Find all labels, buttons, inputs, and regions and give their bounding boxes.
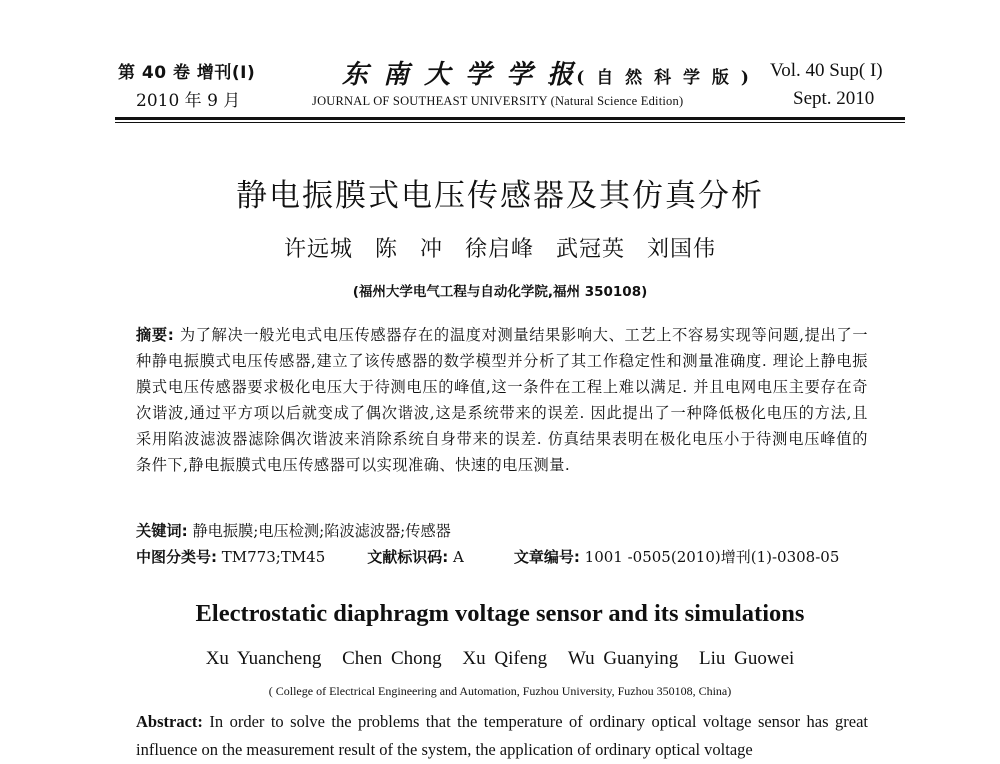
abstract-cn-label: 摘要:	[136, 326, 175, 344]
author-en: Chen Chong	[342, 648, 442, 669]
clc-label: 中图分类号:	[136, 548, 217, 566]
affiliation-en: ( College of Electrical Engineering and Automation, Fuzhou University, Fuzhou 350108, China)	[268, 684, 732, 698]
affiliation-cn: (福州大学电气工程与自动化学院,福州 350108)	[352, 284, 648, 300]
header-rule-thick	[115, 117, 905, 120]
journal-edition-cn: ( 自 然 科 学 版 )	[576, 68, 752, 88]
abstract-en-text: In order to solve the problems that the temperature of ordinary optical voltage sensor has great influence on the measurement result of the system, the application of ordinary optical voltage	[136, 712, 868, 759]
authors-cn: 许远城 陈 冲 徐启峰 武冠英 刘国伟	[284, 237, 716, 262]
abstract-cn-text: 为了解决一般光电式电压传感器存在的温度对测量结果影响大、工艺上不容易实现等问题,提出了一种静电振膜式电压传感器,建立了该传感器的数学模型并分析了其工作稳定性和测量准确度. 理论上静电振膜式电压传感器要求极化电压大于待测电压的峰值,这一条件在工程上难以满足. 并且电网电压主要存在奇次谐波,通过平方项以后就变成了偶次谐波,这是系统带来的误差. 因此提出了一种降低极化电压的方法,且采用陷波滤波器滤除偶次谐波来消除系统自身带来的误差. 仿真结果表明在极化电压小于待测电压峰值的条件下,静电振膜式电压传感器可以实现准确、快速的电压测量.	[136, 326, 869, 474]
authors-en	[0, 648, 1000, 670]
author-en: Xu Qifeng	[462, 648, 548, 669]
publication-date-en: Sept. 2010	[793, 88, 875, 109]
abstract-en-label: Abstract:	[136, 712, 203, 731]
paper-title-cn: 静电振膜式电压传感器及其仿真分析	[236, 178, 764, 214]
volume-issue: 第 40 卷 增刊(I)	[118, 63, 256, 83]
author-en: Wu Guanying	[567, 648, 679, 669]
keywords-cn-text: 静电振膜;电压检测;陷波滤波器;传感器	[187, 522, 451, 540]
journal-name-cn: 东 南 大 学 学 报	[342, 60, 577, 90]
classification-line	[136, 546, 839, 567]
doc-code-label: 文献标识码:	[367, 548, 449, 566]
header-rule-thin	[115, 122, 905, 123]
abstract-cn	[136, 322, 868, 478]
journal-title-cn	[342, 54, 752, 91]
paper-title-en: Electrostatic diaphragm voltage sensor and its simulations	[195, 600, 805, 627]
abstract-en	[136, 708, 868, 764]
author-en: Liu Guowei	[699, 648, 795, 669]
volume-en: Vol. 40 Sup( I)	[770, 60, 883, 81]
keywords-cn-label: 关键词:	[136, 522, 188, 540]
author-en: Xu Yuancheng	[205, 648, 322, 669]
doc-code-value: A	[448, 548, 464, 566]
clc-value: TM773;TM45	[217, 548, 326, 566]
publication-date-cn: 2010 年 9 月	[136, 91, 241, 111]
journal-title-en: JOURNAL OF SOUTHEAST UNIVERSITY (Natural Science Edition)	[312, 94, 684, 108]
keywords-cn	[136, 520, 451, 541]
article-number-label: 文章编号:	[513, 548, 580, 566]
article-number-value: 1001 -0505(2010)增刊(1)-0308-05	[579, 548, 840, 566]
